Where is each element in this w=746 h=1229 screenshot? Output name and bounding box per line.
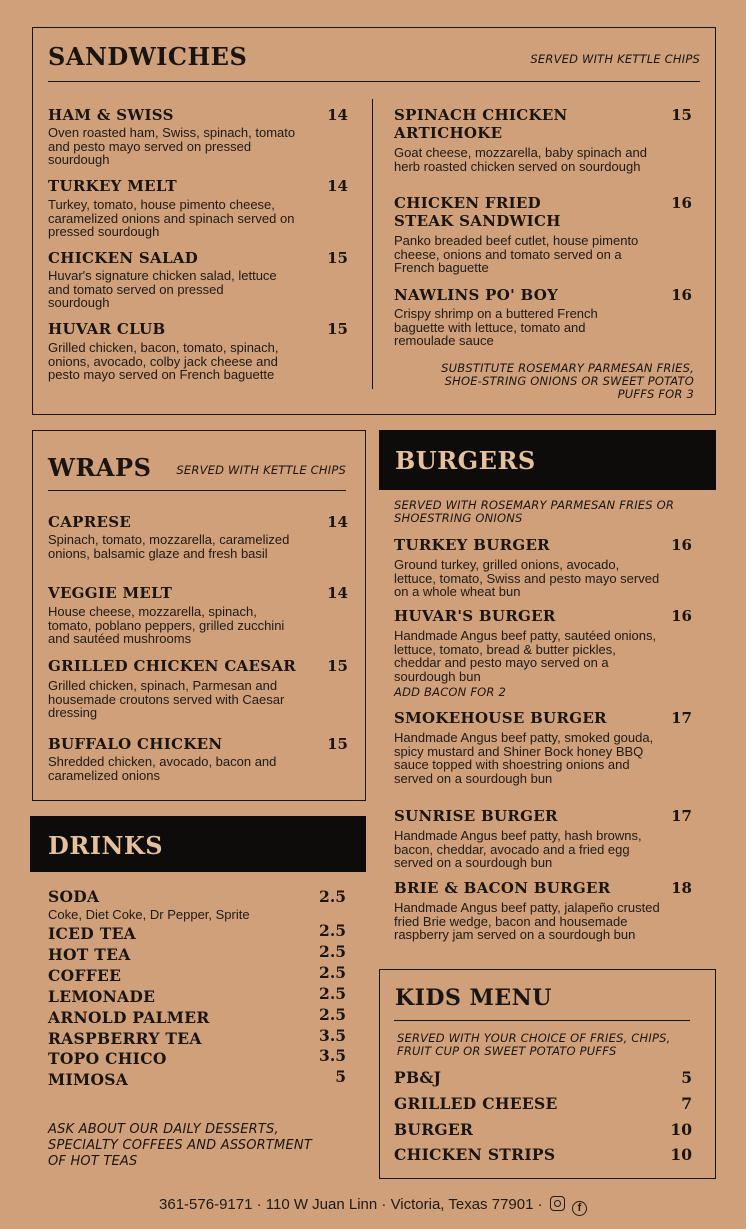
soda-description: Coke, Diet Coke, Dr Pepper, Sprite [48,907,250,922]
menu-item-description: Oven roasted ham, Swiss, spinach, tomato and pesto mayo served on pressed sourdough [48,125,296,167]
menu-item-price: 16 [671,286,692,304]
drinks-title: DRINKS [48,831,164,860]
menu-item-price: 14 [327,106,348,124]
menu-item-name: TURKEY BURGER [394,536,550,554]
menu-item-name: HUVAR'S BURGER [394,607,556,625]
menu-item-price: 15 [671,106,692,124]
kids-menu-title: KIDS MENU [395,985,552,1011]
burgers-note: SERVED WITH ROSEMARY PARMESAN FRIES OR SHOESTRING ONIONS [394,498,675,525]
wraps-title: WRAPS [48,453,152,482]
menu-item-description: Goat cheese, mozzarella, baby spinach and herb roasted chicken served on sourdough [394,145,647,174]
menu-item-price: 17 [671,807,692,825]
menu-item-description: Turkey, tomato, house pimento cheese, caramelized onions and spinach served on pressed sourdough [48,197,295,239]
drink-price: 2.5 [319,963,346,982]
drink-price: 3.5 [319,1046,346,1065]
menu-item-price: 14 [327,177,348,195]
menu-item-description: Huvar's signature chicken salad, lettuce and tomato served on pressed sourdough [48,268,277,310]
drink-name: ICED TEA [48,924,137,943]
drink-price: 2.5 [319,1005,346,1024]
desserts-note: ASK ABOUT OUR DAILY DESSERTS, SPECIALTY COFFEES AND ASSORTMENT OF HOT TEAS [48,1122,312,1169]
sandwiches-substitute-note: SUBSTITUTE ROSEMARY PARMESAN FRIES, SHOE-STRING ONIONS OR SWEET POTATO PUFFS FOR 3 [441,361,694,401]
menu-item-name: BURGER [394,1120,474,1139]
sandwiches-title: SANDWICHES [48,42,248,71]
drink-price: 2.5 [319,984,346,1003]
menu-item-price: 14 [327,584,348,602]
menu-item-price: 16 [671,536,692,554]
menu-item-description: Handmade Angus beef patty, hash browns, bacon, cheddar, avocado and a fried egg served on a sourdough bun [394,828,642,870]
menu-item-price: 15 [327,657,348,675]
menu-item-price: 17 [671,709,692,727]
menu-item-description: Grilled chicken, bacon, tomato, spinach, onions, avocado, colby jack cheese and pesto mayo served on French baguette [48,340,279,382]
menu-item-name: CHICKEN FRIED STEAK SANDWICH [394,194,561,230]
menu-item-name: CAPRESE [48,513,132,531]
menu-item-name: BRIE & BACON BURGER [394,879,611,897]
drink-name: LEMONADE [48,987,156,1006]
burgers-title: BURGERS [395,446,536,475]
kids-menu-note: SERVED WITH YOUR CHOICE OF FRIES, CHIPS, FRUIT CUP OR SWEET POTATO PUFFS [397,1031,671,1058]
menu-item-description: Handmade Angus beef patty, sautéed onions, lettuce, tomato, bread & butter pickles, cheddar and pesto mayo served on a sourdough bun [394,628,657,684]
menu-item-name: SMOKEHOUSE BURGER [394,709,607,727]
drink-name: HOT TEA [48,945,131,964]
facebook-icon[interactable]: f [572,1201,587,1216]
menu-item-price: 10 [670,1120,692,1139]
drink-name: SODA [48,887,100,906]
sandwiches-header-rule [48,81,700,82]
menu-item-description: Grilled chicken, spinach, Parmesan and housemade croutons served with Caesar dressing [48,678,285,720]
drink-price: 2.5 [319,887,346,906]
add-bacon-note: ADD BACON FOR 2 [394,685,506,699]
wraps-note: SERVED WITH KETTLE CHIPS [176,463,346,477]
drink-name: ARNOLD PALMER [48,1008,210,1027]
drink-price: 5 [335,1067,346,1086]
menu-item-price: 16 [671,607,692,625]
menu-item-description: House cheese, mozzarella, spinach, tomato, poblano peppers, grilled zucchini and sautéed mushrooms [48,604,285,646]
menu-item-name: GRILLED CHEESE [394,1094,558,1113]
menu-item-price: 15 [327,735,348,753]
menu-item-description: Ground turkey, grilled onions, avocado, lettuce, tomato, Swiss and pesto mayo served on a whole wheat bun [394,557,660,599]
menu-item-description: Handmade Angus beef patty, smoked gouda, spicy mustard and Shiner Bock honey BBQ sauce topped with shoestring onions and served on a sourdough bun [394,730,654,786]
kids-header-rule [394,1020,690,1021]
menu-item-description: Spinach, tomato, mozzarella, caramelized onions, balsamic glaze and fresh basil [48,532,290,561]
contact-footer [0,1196,746,1216]
menu-item-name: NAWLINS PO' BOY [394,286,559,304]
menu-item-name: HAM & SWISS [48,106,174,124]
menu-item-description: Shredded chicken, avocado, bacon and caramelized onions [48,754,277,783]
menu-item-price: 15 [327,320,348,338]
menu-item-name: TURKEY MELT [48,177,177,195]
menu-item-price: 7 [681,1094,692,1113]
drink-price: 3.5 [319,1026,346,1045]
drink-name: MIMOSA [48,1070,129,1089]
sandwiches-column-divider [372,99,373,389]
menu-item-name: SPINACH CHICKEN ARTICHOKE [394,106,568,142]
menu-item-name: CHICKEN STRIPS [394,1145,556,1164]
menu-item-price: 18 [671,879,692,897]
menu-item-name: HUVAR CLUB [48,320,166,338]
menu-item-price: 14 [327,513,348,531]
menu-item-name: BUFFALO CHICKEN [48,735,223,753]
menu-item-name: PB&J [394,1068,442,1087]
menu-item-description: Panko breaded beef cutlet, house pimento cheese, onions and tomato served on a French baguette [394,233,639,275]
menu-item-description: Handmade Angus beef patty, jalapeño crusted fried Brie wedge, bacon and housemade raspberry jam served on a sourdough bun [394,900,660,942]
menu-item-name: SUNRISE BURGER [394,807,558,825]
menu-item-description: Crispy shrimp on a buttered French baguette with lettuce, tomato and remoulade sauce [394,306,598,348]
wraps-header-rule [48,490,346,491]
drink-name: TOPO CHICO [48,1049,167,1068]
drink-price: 2.5 [319,921,346,940]
instagram-icon[interactable] [550,1196,565,1211]
menu-item-price: 10 [670,1145,692,1164]
menu-item-name: CHICKEN SALAD [48,249,199,267]
drink-name: COFFEE [48,966,122,985]
menu-item-price: 16 [671,194,692,212]
drink-name: RASPBERRY TEA [48,1029,202,1048]
menu-item-name: GRILLED CHICKEN CAESAR [48,657,297,675]
menu-item-name: VEGGIE MELT [48,584,173,602]
menu-item-price: 5 [681,1068,692,1087]
contact-info: 361-576-9171 · 110 W Juan Linn · Victoria, Texas 77901 · [159,1196,543,1213]
sandwiches-note: SERVED WITH KETTLE CHIPS [530,52,700,66]
menu-item-price: 15 [327,249,348,267]
drink-price: 2.5 [319,942,346,961]
